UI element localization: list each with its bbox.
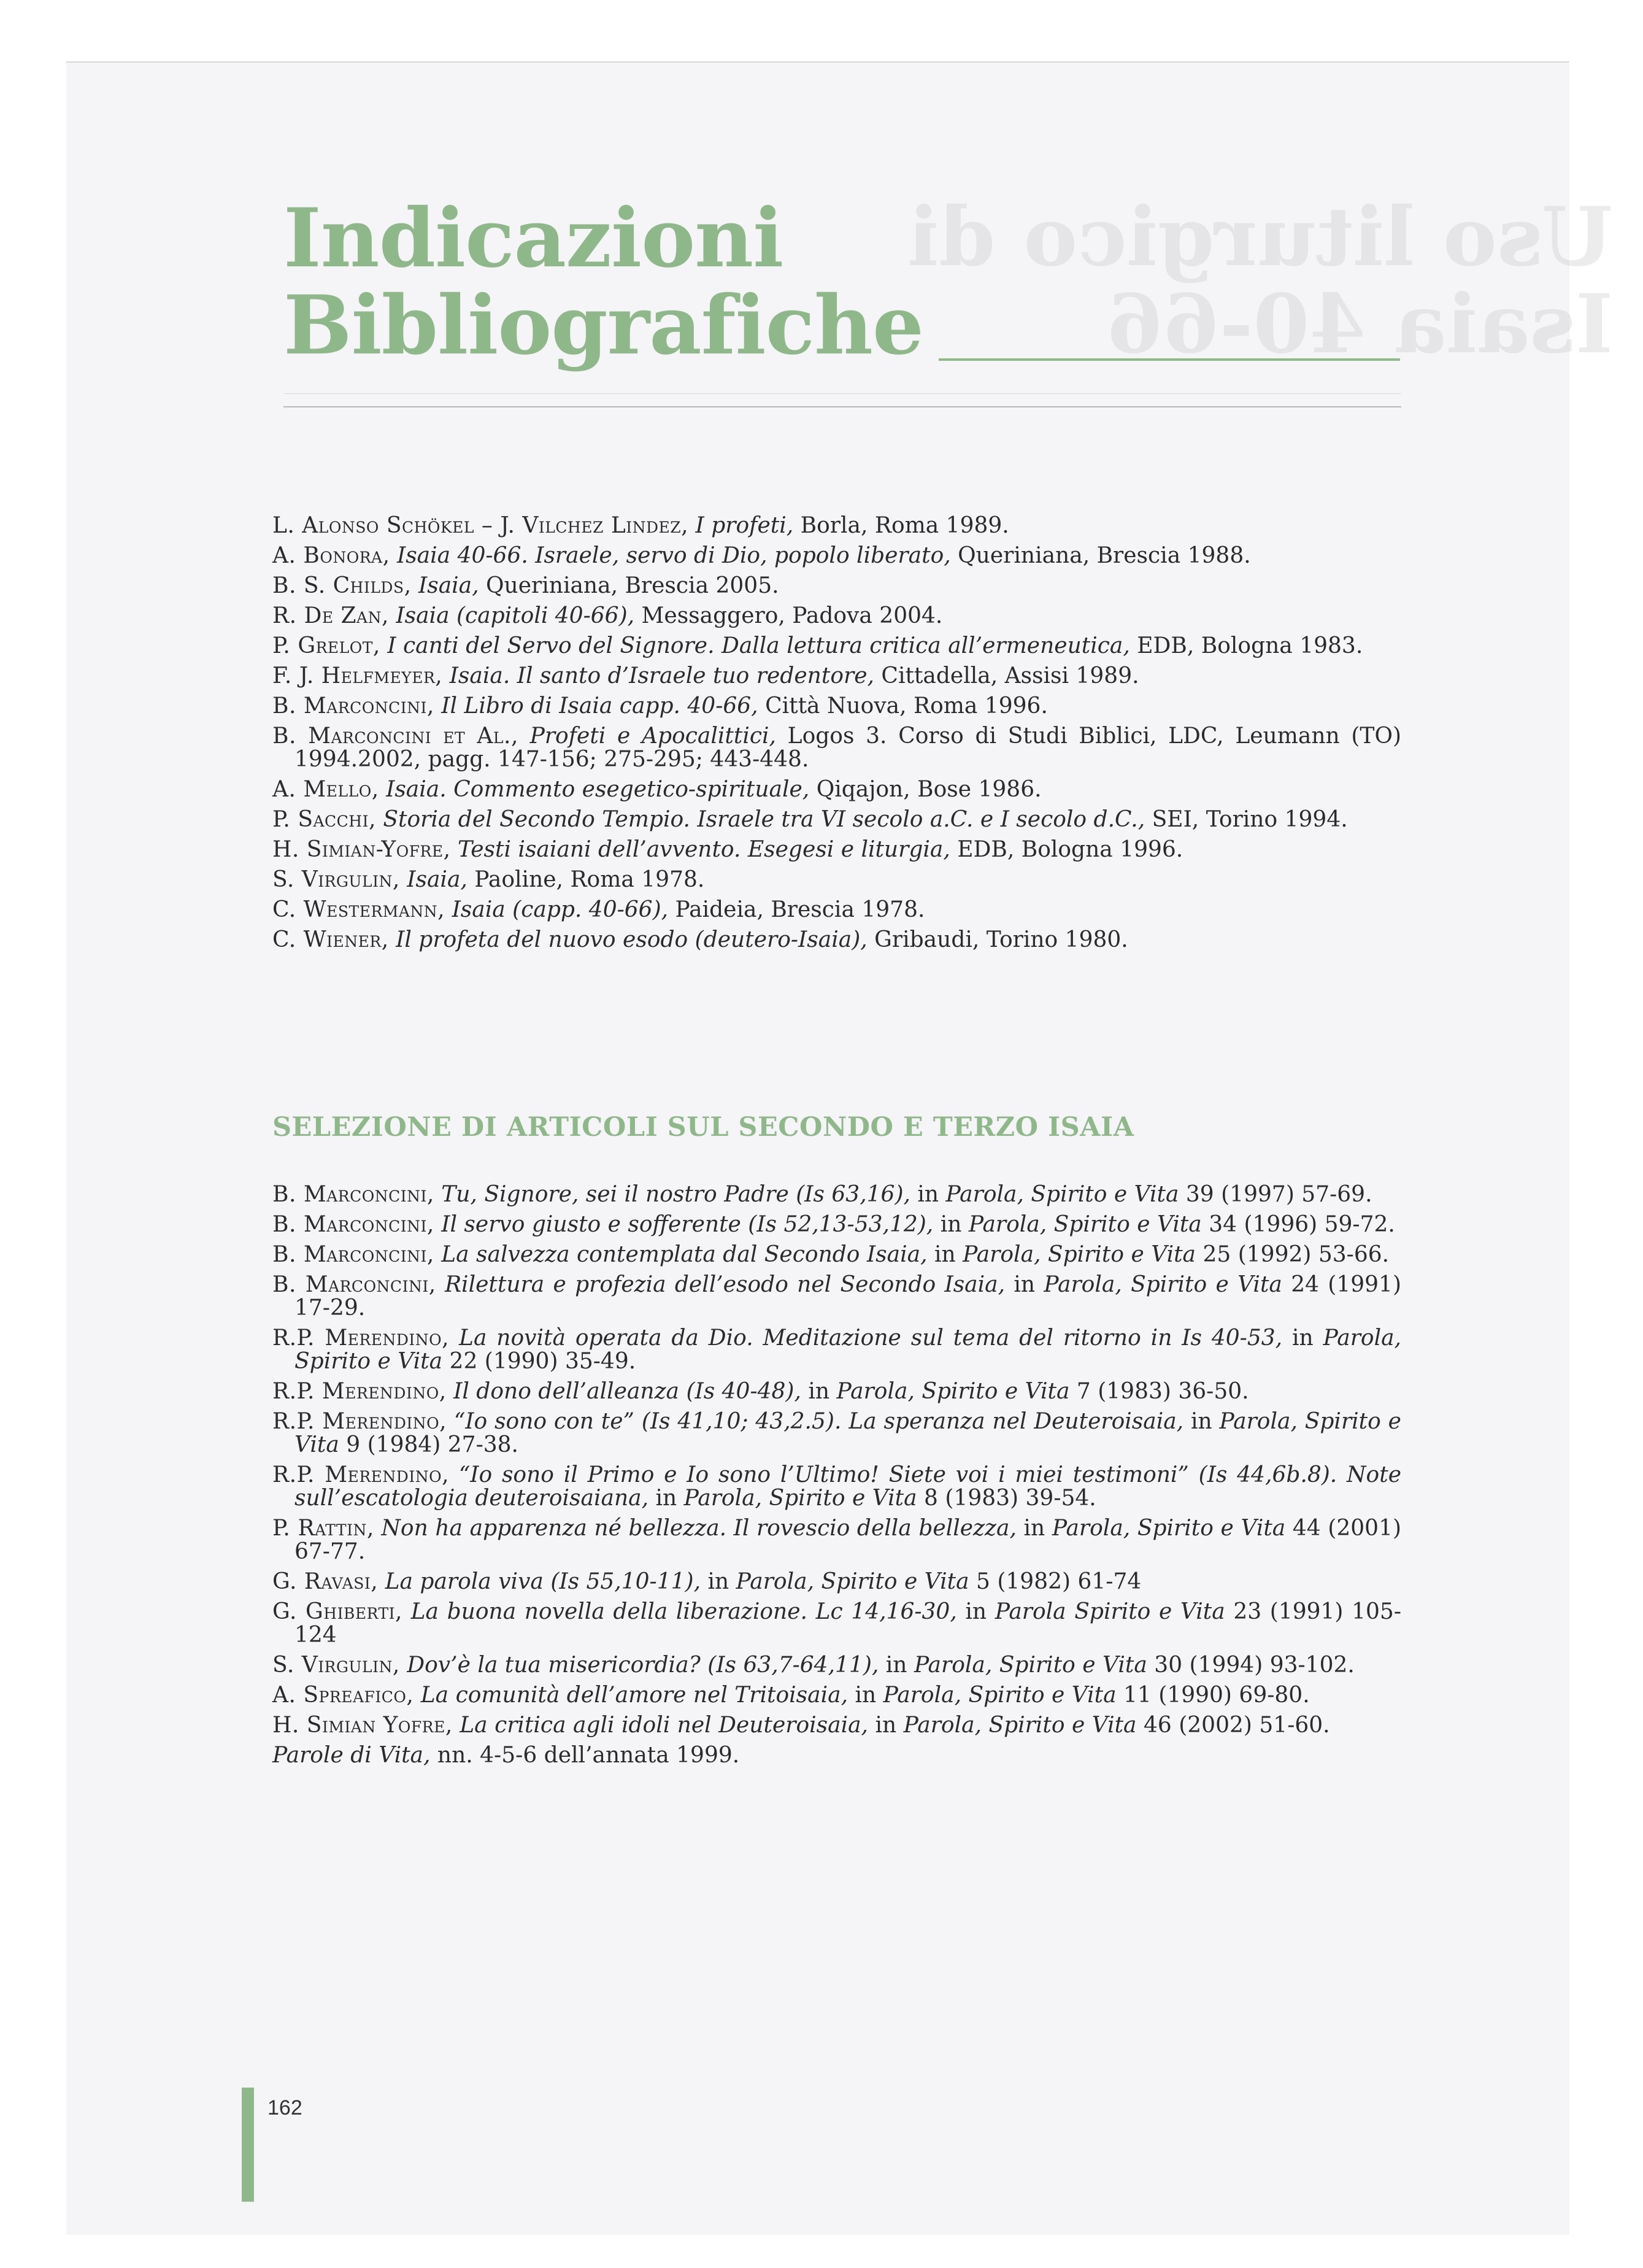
entry-title: Isaia. Commento esegetico-spirituale, xyxy=(386,777,810,802)
entry-author: C. Westermann, xyxy=(272,897,445,922)
article-entry xyxy=(272,1570,1401,1594)
title-line-1: Indicazioni xyxy=(283,191,783,286)
bibliography-entry xyxy=(272,928,1401,952)
articles-list xyxy=(272,1183,1401,1774)
article-issue: 7 (1983) 36-50. xyxy=(1076,1379,1249,1404)
article-in: in xyxy=(940,1212,962,1237)
article-title: “Io sono il Primo e Io sono l’Ultimo! Siete voi i miei testimoni” (Is 44,6b.8). Note sull’escatologia deuteroisaiana, xyxy=(294,1462,1401,1511)
article-journal: Parola, Spirito e Vita xyxy=(683,1486,917,1511)
entry-author: P. Sacchi, xyxy=(272,807,376,832)
article-title: La parola viva (Is 55,10-11), xyxy=(385,1569,701,1594)
article-author: G. Ghiberti, xyxy=(272,1599,402,1624)
entry-publisher: SEI, Torino 1994. xyxy=(1152,807,1348,832)
article-issue: 39 (1997) 57-69. xyxy=(1185,1182,1372,1207)
bibliography-entry xyxy=(272,725,1401,771)
entry-publisher: Paideia, Brescia 1978. xyxy=(675,897,925,922)
article-title: Non ha apparenza né bellezza. Il rovescio della bellezza, xyxy=(381,1516,1017,1541)
page-number-bar xyxy=(242,2088,254,2202)
article-issue: 5 (1982) 61-74 xyxy=(976,1569,1142,1594)
article-title: Dov’è la tua misericordia? (Is 63,7-64,11), xyxy=(407,1653,879,1678)
article-journal: Parola, Spirito e Vita xyxy=(883,1683,1117,1708)
page-title xyxy=(283,191,923,373)
article-author: B. Marconcini, xyxy=(272,1212,434,1237)
bibliography-entry xyxy=(272,868,1401,892)
article-entry xyxy=(272,1243,1401,1267)
entry-author: B. S. Childs, xyxy=(272,573,412,598)
article-entry xyxy=(272,1517,1401,1564)
entry-title: Profeti e Apocalittici, xyxy=(529,723,776,749)
entry-title: Isaia 40-66. Israele, servo di Dio, popolo liberato, xyxy=(396,543,951,568)
article-in: in xyxy=(1190,1409,1212,1434)
entry-author: C. Wiener, xyxy=(272,927,389,952)
article-issue: 24 (1991) 17-29. xyxy=(294,1272,1402,1321)
entry-author: R. De Zan, xyxy=(272,603,389,628)
entry-title: I profeti, xyxy=(695,513,794,538)
entry-title: Isaia (capitoli 40-66), xyxy=(396,603,635,628)
article-issue: 25 (1992) 53-66. xyxy=(1202,1242,1390,1267)
article-issue: 9 (1984) 27-38. xyxy=(346,1432,518,1457)
article-journal: Parola, Spirito e Vita xyxy=(836,1379,1070,1404)
article-entry xyxy=(272,1410,1401,1457)
article-issue: 22 (1990) 35-49. xyxy=(449,1349,636,1374)
article-journal: Parola, Spirito e Vita xyxy=(294,1409,1401,1457)
article-title: Rilettura e profezia dell’esodo nel Secondo Isaia, xyxy=(444,1272,1006,1297)
article-entry xyxy=(272,1327,1401,1373)
article-title: La buona novella della liberazione. Lc 14,16-30, xyxy=(410,1599,957,1624)
article-in: in xyxy=(808,1379,830,1404)
article-entry xyxy=(272,1213,1401,1236)
article-in: in xyxy=(655,1486,677,1511)
article-in: in xyxy=(965,1599,987,1624)
article-author: A. Spreafico, xyxy=(272,1683,414,1708)
bibliography-entry xyxy=(272,514,1401,538)
article-in: nn. 4-5-6 dell’annata 1999. xyxy=(437,1743,740,1768)
header-rule-light xyxy=(283,393,1401,394)
entry-title: Il Libro di Isaia capp. 40-66, xyxy=(441,693,758,719)
article-journal: Parola, Spirito e Vita xyxy=(1052,1516,1286,1541)
bibliography-list xyxy=(272,514,1401,958)
article-journal: Parola, Spirito e Vita xyxy=(1044,1272,1282,1297)
bibliography-entry xyxy=(272,665,1401,688)
article-author: G. Ravasi, xyxy=(272,1569,379,1594)
article-author: R.P. Merendino, xyxy=(272,1379,447,1404)
title-line-2: Bibliografiche xyxy=(283,278,923,373)
article-author: R.P. Merendino, xyxy=(272,1325,450,1351)
article-in: in xyxy=(707,1569,729,1594)
article-author: P. Rattin, xyxy=(272,1516,374,1541)
entry-author: H. Simian-Yofre, xyxy=(272,837,451,862)
article-entry xyxy=(272,1464,1401,1510)
bibliography-entry xyxy=(272,838,1401,862)
article-journal: Parola Spirito e Vita xyxy=(995,1599,1225,1624)
page-sheet xyxy=(66,61,1569,2235)
article-journal: Parola, Spirito e Vita xyxy=(968,1212,1202,1237)
article-in: in xyxy=(885,1653,907,1678)
article-in: in xyxy=(1023,1516,1045,1541)
entry-title: Isaia (capp. 40-66), xyxy=(452,897,669,922)
bibliography-entry xyxy=(272,574,1401,598)
article-title: Il servo giusto e sofferente (Is 52,13-53,12), xyxy=(441,1212,934,1237)
article-title: La novità operata da Dio. Meditazione sul tema del ritorno in Is 40-53, xyxy=(459,1325,1283,1351)
article-entry xyxy=(272,1684,1401,1707)
article-in: in xyxy=(875,1713,897,1738)
article-issue: 23 (1991) 105-124 xyxy=(294,1599,1401,1648)
article-title: “Io sono con te” (Is 41,10; 43,2.5). La speranza nel Deuteroisaia, xyxy=(453,1409,1184,1434)
article-issue: 11 (1990) 69-80. xyxy=(1123,1683,1310,1708)
article-entry xyxy=(272,1654,1401,1677)
article-journal: Parola, Spirito e Vita xyxy=(294,1325,1401,1374)
article-author: S. Virgulin, xyxy=(272,1653,400,1678)
article-entry xyxy=(272,1183,1401,1206)
entry-publisher: EDB, Bologna 1983. xyxy=(1137,633,1363,658)
article-in: in xyxy=(934,1242,956,1267)
article-issue: 46 (2002) 51-60. xyxy=(1143,1713,1330,1738)
entry-publisher: Queriniana, Brescia 1988. xyxy=(958,543,1251,568)
entry-title: Isaia. Il santo d’Israele tuo redentore, xyxy=(449,663,874,688)
section-heading: SELEZIONE DI ARTICOLI SUL SECONDO E TERZO ISAIA xyxy=(272,1112,1134,1143)
article-in: in xyxy=(1292,1325,1314,1351)
article-issue: 34 (1996) 59-72. xyxy=(1209,1212,1395,1237)
article-title: La critica agli idoli nel Deuteroisaia, xyxy=(460,1713,869,1738)
article-entry xyxy=(272,1714,1401,1737)
article-entry xyxy=(272,1744,1401,1767)
article-title: Parole di Vita, xyxy=(272,1743,431,1768)
entry-title: Il profeta del nuovo esodo (deutero-Isaia), xyxy=(396,927,868,952)
article-journal: Parola, Spirito e Vita xyxy=(945,1182,1179,1207)
entry-title: Testi isaiani dell’avvento. Esegesi e liturgia, xyxy=(458,837,950,862)
entry-author: B. Marconcini, xyxy=(272,693,434,719)
entry-author: F. J. Helfmeyer, xyxy=(272,663,443,688)
entry-publisher: EDB, Bologna 1996. xyxy=(957,837,1183,862)
article-title: La salvezza contemplata dal Secondo Isaia, xyxy=(441,1242,928,1267)
article-journal: Parola, Spirito e Vita xyxy=(963,1242,1196,1267)
bibliography-entry xyxy=(272,695,1401,718)
entry-title: I canti del Servo del Signore. Dalla lettura critica all’ermeneutica, xyxy=(387,633,1130,658)
article-journal: Parola, Spirito e Vita xyxy=(736,1569,969,1594)
article-author: H. Simian Yofre, xyxy=(272,1713,453,1738)
article-entry xyxy=(272,1380,1401,1403)
entry-author: A. Bonora, xyxy=(272,543,390,568)
article-author: B. Marconcini, xyxy=(272,1272,436,1297)
article-journal: Parola, Spirito e Vita xyxy=(914,1653,1147,1678)
entry-title: Isaia, xyxy=(407,867,468,892)
article-journal: Parola, Spirito e Vita xyxy=(903,1713,1137,1738)
header-rule xyxy=(283,406,1401,407)
article-title: La comunità dell’amore nel Tritoisaia, xyxy=(420,1683,848,1708)
entry-publisher: Paoline, Roma 1978. xyxy=(474,867,705,892)
article-issue: 44 (2001) 67-77. xyxy=(294,1516,1402,1564)
entry-title: Storia del Secondo Tempio. Israele tra VI secolo a.C. e I secolo d.C., xyxy=(383,807,1145,832)
bibliography-entry xyxy=(272,634,1401,658)
entry-author: S. Virgulin, xyxy=(272,867,400,892)
entry-author: A. Mello, xyxy=(272,777,379,802)
entry-author: P. Grelot, xyxy=(272,633,380,658)
title-underline xyxy=(939,358,1400,361)
entry-publisher: Messaggero, Padova 2004. xyxy=(641,603,943,628)
article-issue: 30 (1994) 93-102. xyxy=(1154,1653,1355,1678)
show-through-text: Uso liturgico di Isaia 40-66 xyxy=(908,190,1614,372)
article-title: Tu, Signore, sei il nostro Padre (Is 63,16), xyxy=(441,1182,910,1207)
article-entry xyxy=(272,1600,1401,1647)
bibliography-entry xyxy=(272,778,1401,801)
entry-author: B. Marconcini et Al., xyxy=(272,723,518,749)
bibliography-entry xyxy=(272,808,1401,831)
entry-publisher: Qiqajon, Bose 1986. xyxy=(816,777,1042,802)
entry-publisher: Borla, Roma 1989. xyxy=(800,513,1009,538)
entry-publisher: Gribaudi, Torino 1980. xyxy=(874,927,1128,952)
article-title: Il dono dell’alleanza (Is 40-48), xyxy=(453,1379,801,1404)
article-author: B. Marconcini, xyxy=(272,1242,434,1267)
bibliography-entry xyxy=(272,544,1401,568)
bibliography-entry xyxy=(272,898,1401,922)
article-in: in xyxy=(917,1182,939,1207)
entry-publisher: Logos 3. Corso di Studi Biblici, LDC, Leumann (TO) 1994.2002, pagg. 147-156; 275-295; 443-448. xyxy=(294,723,1401,772)
article-in: in xyxy=(855,1683,877,1708)
entry-author: L. Alonso Schökel – J. Vilchez Lindez, xyxy=(272,513,689,538)
article-in: in xyxy=(1014,1272,1036,1297)
entry-publisher: Cittadella, Assisi 1989. xyxy=(881,663,1139,688)
page-number: 162 xyxy=(267,2096,302,2120)
article-author: R.P. Merendino, xyxy=(272,1462,450,1487)
entry-publisher: Queriniana, Brescia 2005. xyxy=(486,573,779,598)
article-author: R.P. Merendino, xyxy=(272,1409,447,1434)
article-issue: 8 (1983) 39-54. xyxy=(924,1486,1096,1511)
article-entry xyxy=(272,1273,1401,1320)
bibliography-entry xyxy=(272,604,1401,628)
entry-publisher: Città Nuova, Roma 1996. xyxy=(765,693,1048,719)
entry-title: Isaia, xyxy=(418,573,479,598)
article-author: B. Marconcini, xyxy=(272,1182,434,1207)
